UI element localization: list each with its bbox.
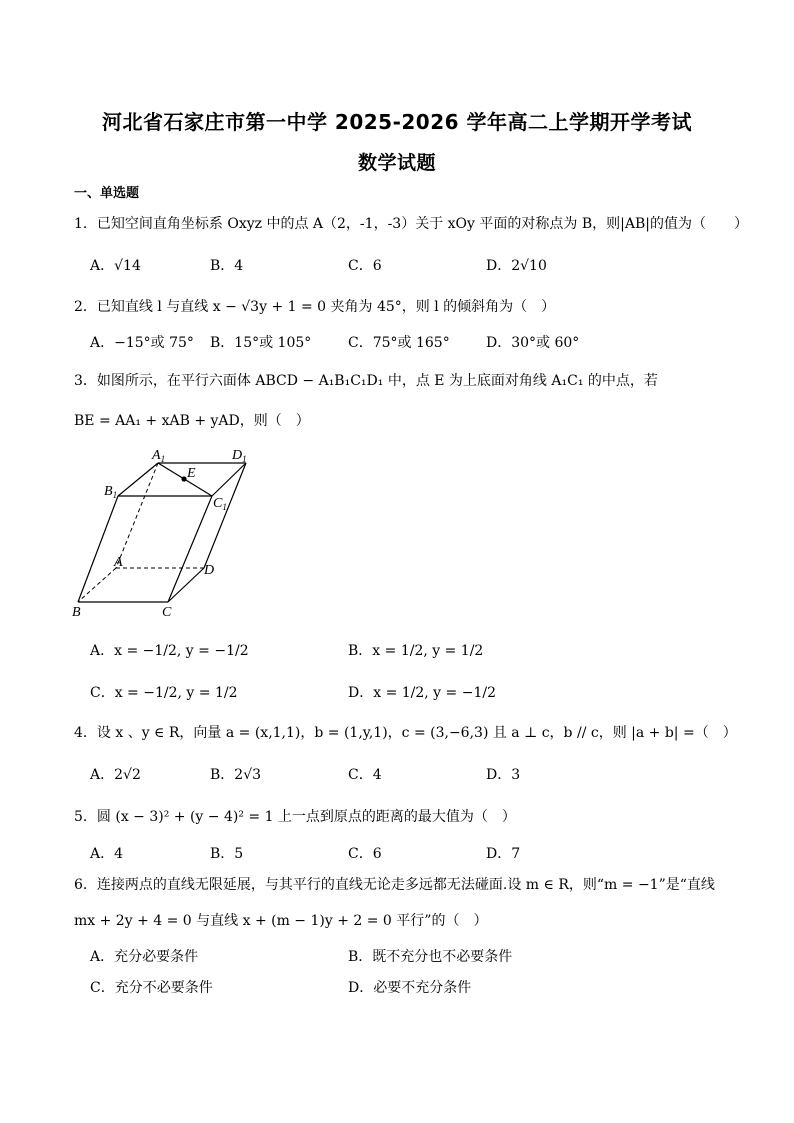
question-1: 1．已知空间直角坐标系 Oxyz 中的点 A（2，-1，-3）关于 xOy 平面的对称点为 B，则|AB|的值为（ ） — [74, 216, 748, 232]
q6-option-c: C．充分不必要条件 — [90, 980, 213, 996]
question-4: 4．设 x 、y ∈ R，向量 a = (x,1,1)，b = (1,y,1)，c = (3,−6,3) 且 a ⊥ c，b // c，则 |a + b| =（ ） — [74, 725, 737, 741]
q5-option-b: B．5 — [210, 846, 244, 862]
question-3-line2: BE = AA₁ + xAB + yAD，则（ ） — [74, 413, 310, 429]
label-d1: $D_1$ — [232, 448, 247, 464]
label-e: E — [187, 466, 196, 481]
q1-option-c: C．6 — [348, 258, 382, 274]
q2-option-b: B．15°或 105° — [210, 335, 312, 351]
q6-option-d: D．必要不充分条件 — [348, 980, 472, 996]
q2-option-c: C．75°或 165° — [348, 335, 450, 351]
question-6: 6．连接两点的直线无限延展，与其平行的直线无论走多远都无法碰面.设 m ∈ R，则“m = −1”是“直线 — [74, 877, 715, 893]
q6-option-b: B．既不充分也不必要条件 — [348, 949, 513, 965]
q6-option-a: A．充分必要条件 — [90, 949, 199, 965]
q3-option-b: B．x = 1/2, y = 1/2 — [348, 643, 484, 659]
label-d: D — [204, 563, 215, 578]
question-6-line2: mx + 2y + 4 = 0 与直线 x + (m − 1)y + 2 = 0 平行”的（ ） — [74, 913, 488, 929]
question-2: 2．已知直线 l 与直线 x − √3y + 1 = 0 夹角为 45°，则 l 的倾斜角为（ ） — [74, 299, 556, 315]
page-subtitle: 数学试题 — [357, 152, 436, 174]
q4-option-b: B．2√3 — [210, 767, 262, 783]
q1-option-a: A．√14 — [90, 258, 141, 274]
label-b1: $B_1$ — [104, 484, 118, 500]
parallelepiped-figure — [66, 444, 266, 624]
q5-option-a: A．4 — [90, 846, 124, 862]
q1-option-b: B．4 — [210, 258, 244, 274]
q3-option-c: C．x = −1/2, y = 1/2 — [90, 685, 238, 701]
q4-option-c: C．4 — [348, 767, 382, 783]
question-5: 5．圆 (x − 3)² + (y − 4)² = 1 上一点到原点的距离的最大值为（ ） — [74, 809, 516, 825]
q3-option-d: D．x = 1/2, y = −1/2 — [348, 685, 496, 701]
label-b: B — [72, 605, 81, 620]
q1-option-d: D．2√10 — [486, 258, 547, 274]
page-title: 河北省石家庄市第一中学 2025-2026 学年高二上学期开学考试 — [101, 110, 693, 134]
q5-option-d: D．7 — [486, 846, 521, 862]
label-c: C — [162, 605, 172, 620]
question-3: 3．如图所示，在平行六面体 ABCD − A₁B₁C₁D₁ 中，点 E 为上底面对角线 A₁C₁ 的中点，若 — [74, 373, 658, 389]
q2-option-a: A．−15°或 75° — [90, 335, 194, 351]
label-c1: $C_1$ — [213, 496, 227, 512]
q4-option-d: D．3 — [486, 767, 521, 783]
label-a: A — [114, 555, 123, 570]
q5-option-c: C．6 — [348, 846, 382, 862]
q2-option-d: D．30°或 60° — [486, 335, 580, 351]
label-a1: $A_1$ — [152, 448, 166, 464]
q3-option-a: A．x = −1/2, y = −1/2 — [90, 643, 249, 659]
section-heading: 一、单选题 — [74, 186, 140, 201]
q4-option-a: A．2√2 — [90, 767, 141, 783]
